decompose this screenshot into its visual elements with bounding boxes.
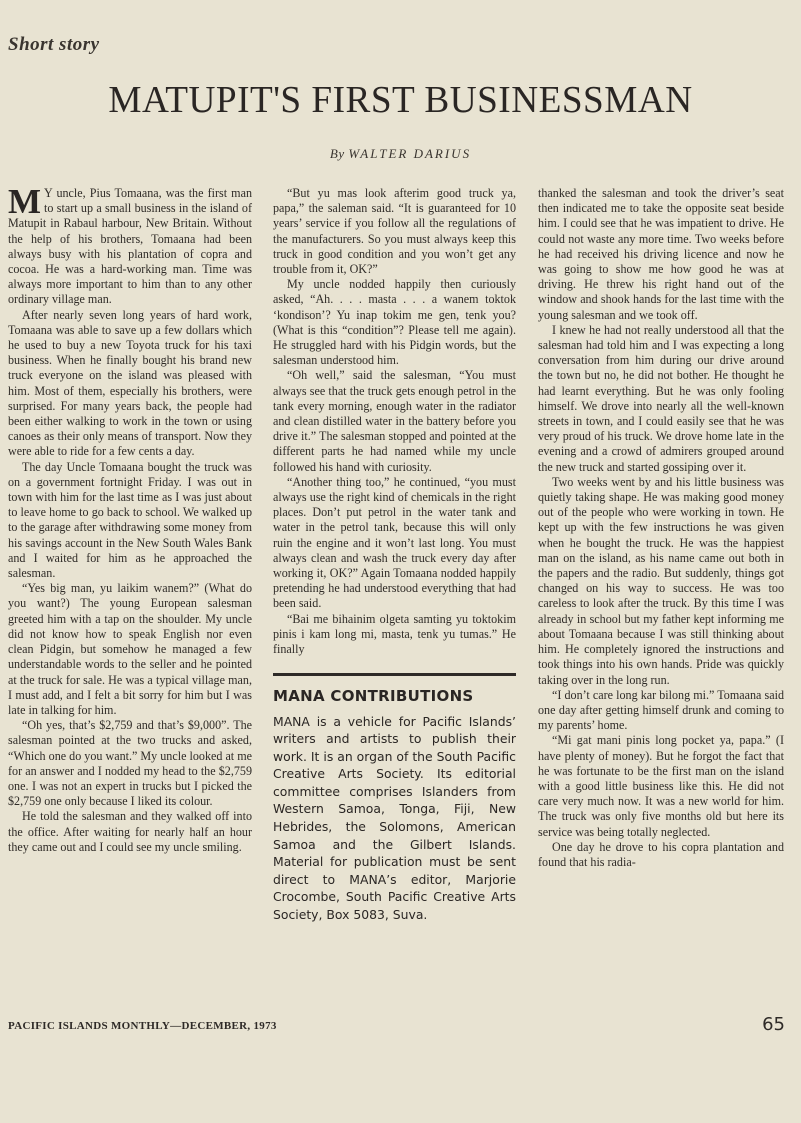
article-title: MATUPIT'S FIRST BUSINESSMAN	[108, 79, 693, 121]
article-paragraph	[8, 182, 252, 308]
section-divider	[273, 673, 516, 676]
article-paragraph: “Bai me bihainim olgeta samting yu toktokim pinis i kam long mi, masta, tenk yu tumas.” He finally	[273, 611, 516, 657]
article-paragraph: The day Uncle Tomaana bought the truck was on a government fortnight Friday. I was out in town with him for the last time as I was just about to leave home to go back to school. We walked up to the garage after withdrawing some money from his savings account in the New South Wales Bank and I waited for him as he approached the salesman.	[8, 459, 252, 581]
mana-heading: MANA CONTRIBUTIONS	[273, 687, 474, 706]
section-label: Short story	[8, 34, 100, 55]
article-paragraph: “Mi gat mani pinis long pocket ya, papa.” (I have plenty of money). But he forgot the fact that he was fortunate to be the first man on the island with a good little business like this. He did not care very much now. It was a new world for him. The truck was only five months old but here its service was being totally neglected.	[538, 733, 784, 839]
article-paragraph: Two weeks went by and his little business was quietly taking shape. He was making good money out of the people who were working in town. He kept up with the few instructions he was given when he bought the truck. He was the happiest man on the island, as his name came out both in the papers and the radio. But suddenly, things got changed on his way to success. He was too careless to look after the truck. By this time I was already in school but my father kept informing me about Tomaana because I was still thinking about him. He completely ignored the instructions and took things into his own hands. Pride was quickly taking over in the long run.	[538, 474, 784, 687]
article-column-1	[8, 182, 252, 855]
article-paragraph: “But yu mas look afterim good truck ya, papa,” the saleman said. “It is guaranteed for 10 years’ service if you follow all the regulations of the manufacturers. So you must always keep this truck in good condition and you won’t get any trouble from it, OK?”	[273, 186, 516, 277]
article-paragraph: One day he drove to his copra plantation and found that his radia-	[538, 839, 784, 869]
article-paragraph: “Oh well,” said the salesman, “You must always see that the truck gets enough petrol in the tank every morning, enough water in the radiator and clean distilled water in the battery before you drive it.” The salesman stopped and pointed at the different parts he had named while my uncle followed his hand with curiosity.	[273, 368, 516, 474]
article-paragraph: After nearly seven long years of hard work, Tomaana was able to save up a few dollars which he used to buy a new Toyota truck for his taxi business. When he finally bought his brand new truck everyone on the island was pleased with him. Most of them, especially his brothers, were surprised. For many years back, the people had been either walking to work in the town or using canoes as their only means of transport. Now they were able to ride for a few cents a day.	[8, 307, 252, 459]
page-number: 65	[762, 1014, 785, 1035]
article-paragraph: “I don’t care long kar bilong mi.” Tomaana said one day after getting himself drunk and coming to my parents’ home.	[538, 687, 784, 733]
mana-notice: MANA is a vehicle for Pacific Islands’ writers and artists to publish their work. It is an organ of the South Pacific Creative Arts Society. Its editorial committee comprises Islanders from Western Samoa, Tonga, Fiji, New Hebrides, the Solomons, American Samoa and the Gilbert Islands. Material for publication must be sent direct to MANA’s editor, Marjorie Crocombe, South Pacific Creative Arts Society, Box 5083, Suva.	[273, 713, 516, 923]
article-paragraph: thanked the salesman and took the driver’s seat then indicated me to take the opposite seat beside him. I could see that he was impatient to drive. He could not waste any more time. Two weeks before he had received his driving licence and now he was going to show me how good he was at driving. He threw his right hand out of the window and shook hands for the last time with the young salesman and we took off.	[538, 186, 784, 322]
article-paragraph: “Another thing too,” he continued, “you must always use the right kind of chemicals in the right places. Don’t put petrol in the water tank and water in the petrol tank, because this will only ruin the engine and it won’t last long. You must always clean and wash the truck every day after working it, OK?” Again Tomaana nodded happily pretending he had understood everything that had been said.	[273, 474, 516, 611]
article-paragraph: My uncle nodded happily then curiously asked, “Ah. . . . masta . . . a wanem toktok ‘kondison’? Yu inap tokim me gen, tenk you? (What is this “condition”? Please tell me again). He struggled hard with his Pidgin words, but the salesman understood him.	[273, 277, 516, 368]
article-column-3	[538, 186, 784, 870]
article-paragraph: He told the salesman and they walked off into the office. After waiting for nearly half an hour they came out and I could see my uncle smiling.	[8, 809, 252, 854]
article-paragraph: “Yes big man, yu laikim wanem?” (What do you want?) The young European salesman greeted him with a tap on the shoulder. My uncle did not know how to speak English nor even clean Pidgin, but somehow he managed a few understandable words to the seller and he pointed at the truck for sale. He was a typical village man, I must add, and I felt a bit sorry for him but I was late in talking for him.	[8, 581, 252, 717]
byline-prefix: By	[329, 146, 345, 161]
byline-author: WALTER DARIUS	[348, 146, 472, 161]
article-paragraph: I knew he had not really understood all that the salesman had told him and I was expecting a long conversation from him during our drive around the town but no, he did not bother. He thought he had learnt everything. But he was only fooling himself. We drove into nearly all the well-known streets in town, and I could easily see that he was very proud of his truck. We drove home late in the evening and a crowd of admirers grouped around the new truck and started gossiping over it.	[538, 322, 784, 474]
article-paragraph: “Oh yes, that’s $2,759 and that’s $9,000”. The salesman pointed at the two trucks and asked, “Which one do you want.” My uncle looked at me for an answer and I nodded my head to the $2,759 one. I was not an expert in trucks but I picked the $2,759 one only because I liked its colour.	[8, 718, 252, 809]
article-column-2	[273, 186, 516, 924]
drop-cap: M	[8, 182, 42, 221]
byline	[0, 146, 801, 162]
publication-footer: PACIFIC ISLANDS MONTHLY—DECEMBER, 1973	[8, 1020, 277, 1032]
paragraph-text: Y uncle, Pius Tomaana, was the first man to start up a small business in the island of Matupit in Rabaul harbour, New Britain. Without the help of his brothers, Tomaana had been always busy with his plantation of copra and cocoa. He was a hard-working man. Time was always more important to him than to any other ordinary village man.	[8, 186, 252, 307]
